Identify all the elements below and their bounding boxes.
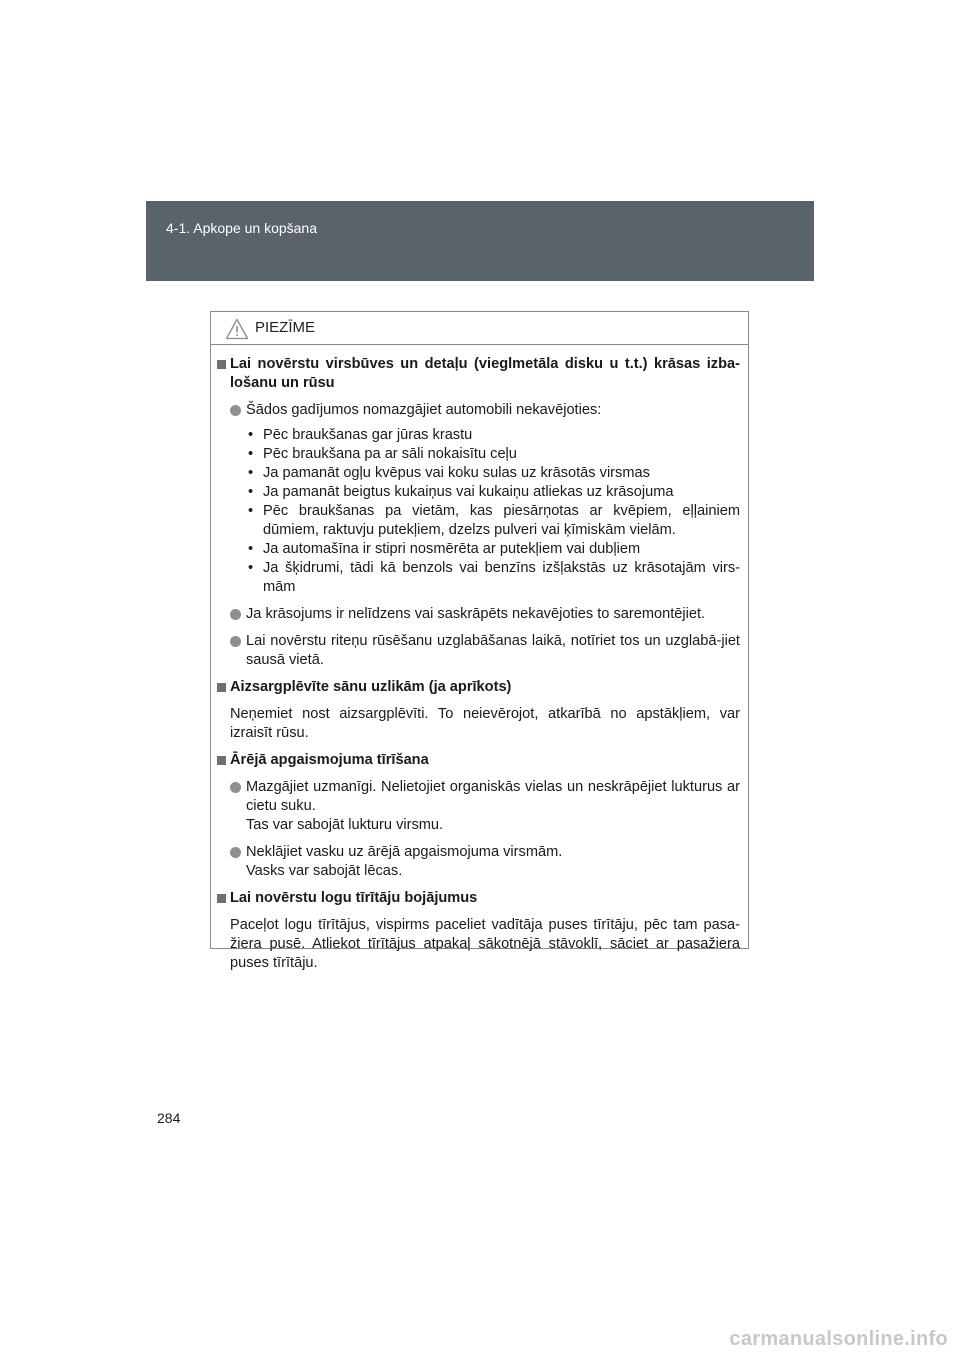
section-heading: Lai novērstu virsbūves un detaļu (vieglmetāla disku u t.t.) krāsas izba-lošanu un rūsu <box>230 356 740 391</box>
bullet-item <box>230 401 740 420</box>
section-heading: Ārējā apgaismojuma tīrīšana <box>230 752 429 768</box>
square-bullet-icon <box>217 756 226 765</box>
page-number: 284 <box>157 1110 181 1126</box>
warning-triangle-icon <box>225 318 249 340</box>
section-wipers <box>217 889 740 973</box>
section-title: 4-1. Apkope un kopšana <box>166 220 318 236</box>
sub-item: • Ja pamanāt ogļu kvēpus vai koku sulas uz krāsotās virsmas <box>246 464 740 483</box>
section-exterior-lights <box>217 751 740 881</box>
bullet-item <box>230 843 740 881</box>
sub-item: • Ja šķidrumi, tādi kā benzols vai benzīns izšļakstās uz krāsotajām virs-mām <box>246 559 740 597</box>
watermark: carmanualsonline.info <box>729 1328 948 1350</box>
square-bullet-icon <box>217 683 226 692</box>
section-heading: Lai novērstu logu tīrītāju bojājumus <box>230 890 478 906</box>
note-header <box>211 312 748 345</box>
section-protective-film <box>217 678 740 743</box>
sub-item: • Ja pamanāt beigtus kukaiņus vai kukaiņu atliekas uz krāsojuma <box>246 483 740 502</box>
square-bullet-icon <box>217 894 226 903</box>
note-box <box>210 311 749 971</box>
bullet-text: Neklājiet vasku uz ārējā apgaismojuma virsmām. <box>246 844 563 860</box>
round-bullet-icon <box>230 609 241 620</box>
section-paragraph: Neņemiet nost aizsargplēvīti. To neievērojot, atkarībā no apstākļiem, var izraisīt rūsu. <box>230 706 740 741</box>
sub-item: • Pēc braukšanas pa vietām, kas piesārņotas ar kvēpiem, eļļainiem dūmiem, raktuvju putekļiem, dzelzs pulveri vai ķīmiskām vielām. <box>246 502 740 540</box>
round-bullet-icon <box>230 782 241 793</box>
bullet-item <box>230 632 740 670</box>
sub-list <box>230 426 740 597</box>
sub-item: • Pēc braukšanas gar jūras krastu <box>246 426 740 445</box>
section-paragraph: Paceļot logu tīrītājus, vispirms paceliet vadītāja puses tīrītāju, pēc tam pasa-žiera pusē. Atliekot tīrītājus atpakaļ sākotnējā stāvoklī, sāciet ar pasažiera puses tīrītāju. <box>230 917 740 971</box>
sub-item: • Pēc braukšana pa ar sāli nokaisītu ceļu <box>246 445 740 464</box>
round-bullet-icon <box>230 405 241 416</box>
bullet-text: Tas var sabojāt lukturu virsmu. <box>246 817 444 833</box>
round-bullet-icon <box>230 847 241 858</box>
header-band <box>146 201 814 281</box>
bullet-text: Ja krāsojums ir nelīdzens vai saskrāpēts nekavējoties to saremontējiet. <box>246 606 706 622</box>
square-bullet-icon <box>217 360 226 369</box>
bullet-text: Vasks var sabojāt lēcas. <box>246 863 403 879</box>
note-body <box>211 345 748 973</box>
round-bullet-icon <box>230 636 241 647</box>
bullet-text: Šādos gadījumos nomazgājiet automobili nekavējoties: <box>246 402 602 418</box>
section-paint-protection <box>217 355 740 670</box>
note-title: PIEZĪME <box>255 319 316 336</box>
section-heading: Aizsargplēvīte sānu uzlikām (ja aprīkots) <box>230 679 512 695</box>
bullet-text: Lai novērstu riteņu rūsēšanu uzglabāšanas laikā, notīriet tos un uzglabā-jiet sausā vietā. <box>246 633 740 668</box>
bullet-item <box>230 778 740 835</box>
sub-item: • Ja automašīna ir stipri nosmērēta ar putekļiem vai dubļiem <box>246 540 740 559</box>
bullet-text: Mazgājiet uzmanīgi. Nelietojiet organiskās vielas un neskrāpējiet lukturus ar cietu suku. <box>246 779 740 814</box>
bullet-item <box>230 605 740 624</box>
